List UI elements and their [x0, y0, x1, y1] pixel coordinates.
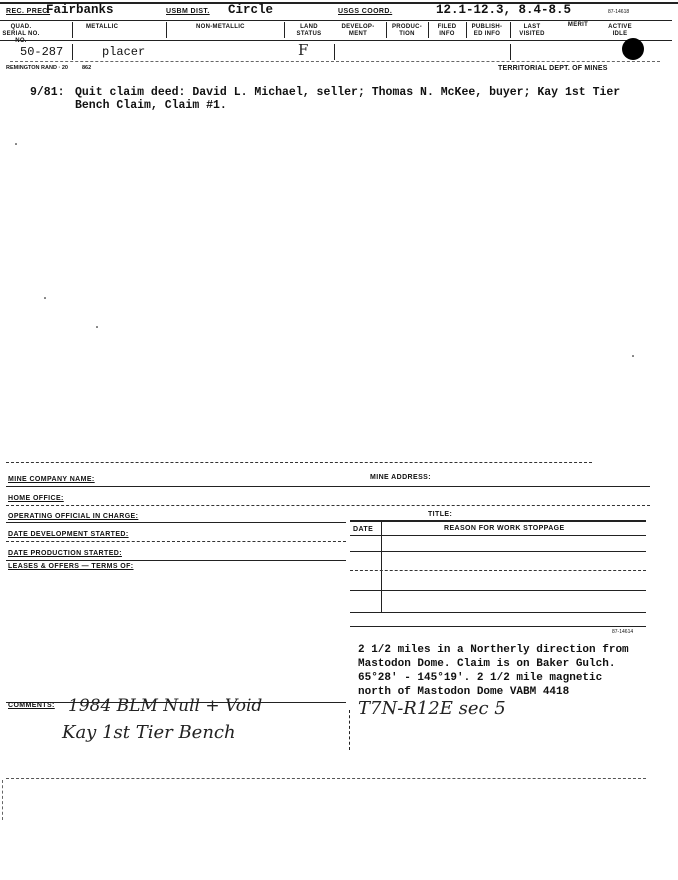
usbm-dist-label: USBM DIST. — [166, 8, 210, 15]
table-rule — [350, 570, 646, 571]
col-last-visited: LAST VISITED — [519, 24, 545, 37]
header-rule-1 — [0, 20, 672, 21]
col-divider — [428, 22, 429, 38]
mine-company-label: MINE COMPANY NAME: — [8, 476, 95, 483]
date-development-label: DATE DEVELOPMENT STARTED: — [8, 531, 129, 538]
metallic-value: placer — [102, 45, 146, 59]
col-quad-serial: QUAD. SERIAL NO. NO. — [2, 24, 40, 44]
handwritten-location: T7N-R12E sec 5 — [358, 698, 506, 719]
col-active-idle: ACTIVE IDLE — [608, 24, 632, 37]
col-divider — [334, 44, 335, 60]
handwritten-comment-1: 1984 BLM Null + Void — [68, 696, 263, 716]
table-rule — [350, 590, 646, 591]
edge-mark — [2, 780, 3, 820]
header-rule-2 — [0, 40, 672, 41]
location-line1: 2 1/2 miles in a Northerly direction from — [358, 644, 629, 656]
scan-speck — [96, 326, 98, 328]
printer-code: 862 — [82, 65, 92, 71]
date-column-label: DATE — [353, 526, 374, 533]
col-divider — [466, 22, 467, 38]
scan-speck — [44, 297, 46, 299]
field-rule — [6, 560, 346, 561]
table-rule — [350, 612, 646, 613]
col-divider — [72, 22, 73, 38]
column-divider — [349, 710, 350, 750]
col-filed-info: FILED INFO — [437, 24, 457, 37]
col-divider — [386, 22, 387, 38]
col-divider — [510, 22, 511, 38]
section-divider — [6, 462, 592, 463]
field-rule — [6, 505, 650, 506]
col-land-status: LAND STATUS — [296, 24, 322, 37]
printer-note: REMINGTON RAND · 20 — [6, 65, 68, 71]
field-rule — [350, 520, 646, 522]
home-office-label: HOME OFFICE: — [8, 495, 64, 502]
bottom-rule — [6, 778, 646, 779]
usbm-dist-value: Circle — [228, 3, 274, 17]
entry-text-line2: Bench Claim, Claim #1. — [75, 99, 227, 112]
table-rule — [350, 551, 646, 552]
location-line2: Mastodon Dome. Claim is on Baker Gulch. — [358, 658, 616, 670]
col-published-info: PUBLISH- ED INFO — [471, 24, 503, 37]
values-row-rule — [10, 61, 660, 62]
scan-speck — [632, 355, 634, 357]
form-number-bottom: 87-14614 — [612, 629, 634, 635]
operating-official-label: OPERATING OFFICIAL IN CHARGE: — [8, 513, 139, 520]
comments-label: COMMENTS: — [8, 702, 55, 709]
entry-text-line1: Quit claim deed: David L. Michael, seller; Thomas N. McKee, buyer; Kay 1st Tier — [75, 86, 621, 99]
col-divider — [72, 44, 73, 60]
col-non-metallic: NON-METALLIC — [196, 24, 245, 30]
quad-serial-value: 50-287 — [20, 45, 64, 59]
field-rule — [6, 522, 346, 523]
reason-column-label: REASON FOR WORK STOPPAGE — [444, 525, 565, 532]
entry-date: 9/81: — [30, 86, 65, 99]
handwritten-comment-2: Kay 1st Tier Bench — [62, 722, 236, 743]
location-line3: 65°28' - 145°19'. 2 1/2 mile magnetic — [358, 672, 603, 684]
active-status-dot — [622, 38, 644, 60]
dept-name: TERRITORIAL DEPT. OF MINES — [498, 65, 608, 72]
rec-prec-value: Fairbanks — [46, 3, 114, 17]
form-number-top: 87-14618 — [608, 9, 630, 15]
col-divider — [510, 44, 511, 60]
col-divider — [166, 22, 167, 38]
table-rule — [350, 535, 646, 536]
usgs-coord-label: USGS COORD. — [338, 8, 393, 15]
col-development: DEVELOP- MENT — [341, 24, 375, 37]
title-label: TITLE: — [428, 511, 453, 518]
date-production-label: DATE PRODUCTION STARTED: — [8, 550, 122, 557]
field-rule — [6, 541, 346, 542]
table-rule — [350, 626, 646, 627]
scan-speck — [15, 143, 17, 145]
col-merit: MERIT — [567, 22, 589, 28]
leases-label: LEASES & OFFERS — TERMS OF: — [8, 563, 134, 570]
land-status-value: F — [298, 41, 309, 59]
col-metallic: METALLIC — [86, 24, 119, 30]
usgs-coord-value: 12.1-12.3, 8.4-8.5 — [436, 3, 572, 17]
field-rule — [6, 486, 650, 487]
col-production: PRODUC- TION — [391, 24, 423, 37]
col-divider — [284, 22, 285, 38]
location-line4: north of Mastodon Dome VABM 4418 — [358, 686, 570, 698]
mine-address-label: MINE ADDRESS: — [370, 474, 431, 481]
rec-prec-label: REC. PREC. — [6, 8, 51, 15]
